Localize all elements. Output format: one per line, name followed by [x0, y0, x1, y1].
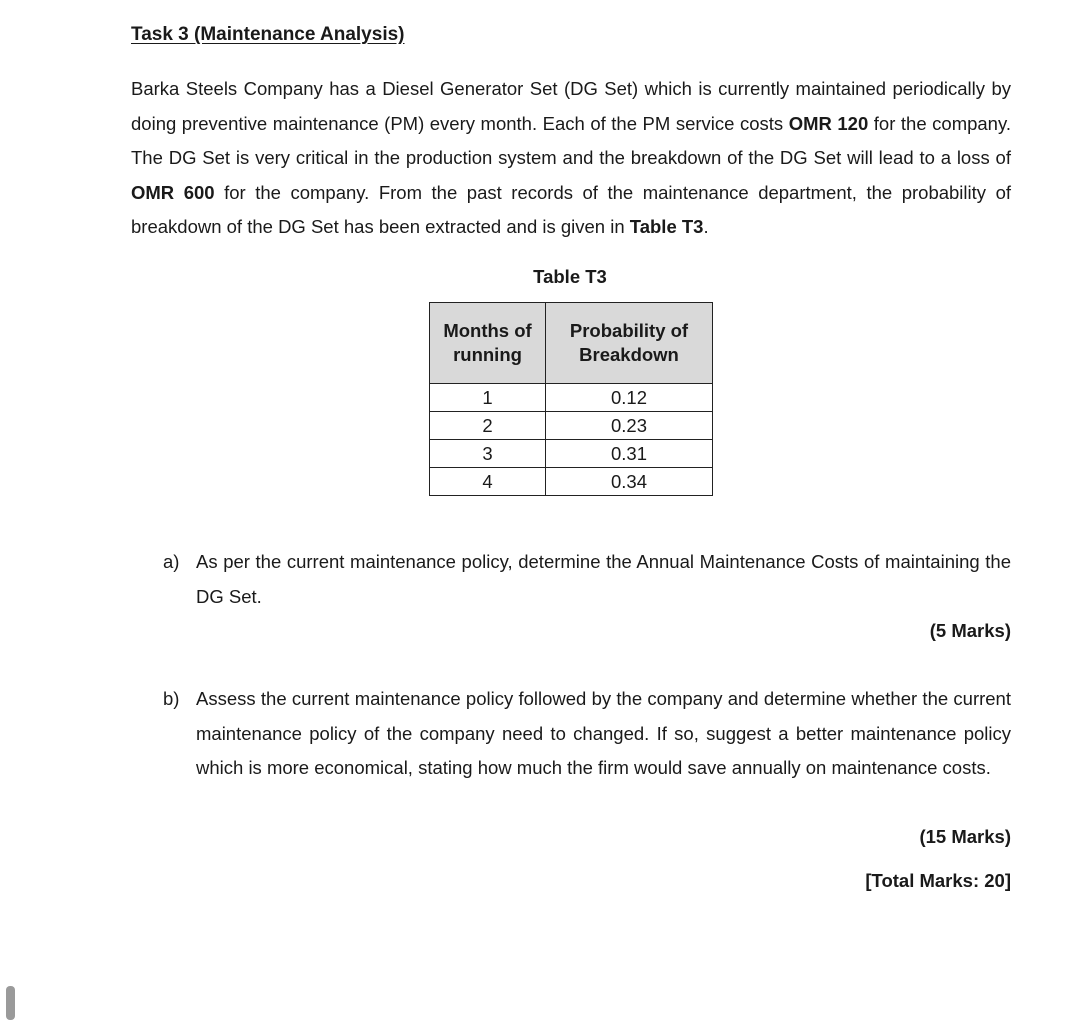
intro-text-1: Barka Steels Company has a Diesel Generator Set (DG Set) which is currently maintained periodically by doing preventive maintenance (PM) every month. Each of the PM service costs [131, 78, 1011, 134]
header-probability-of-breakdown: Probability of Breakdown [546, 303, 713, 384]
question-a-label: a) [163, 551, 180, 572]
question-b-marks: (15 Marks) [919, 826, 1011, 847]
table-header-row [430, 303, 713, 384]
intro-text-4: . [703, 216, 709, 238]
cell-month: 1 [430, 384, 546, 412]
task-title: Task 3 (Maintenance Analysis) [131, 24, 405, 45]
question-a-text: As per the current maintenance policy, determine the Annual Maintenance Costs of maintaining the DG Set. [196, 551, 1011, 607]
table-row [430, 440, 713, 468]
probability-table [429, 302, 713, 496]
intro-bold-breakdown-loss: OMR 600 [131, 181, 215, 203]
table-row [430, 468, 713, 496]
total-marks: [Total Marks: 20] [865, 870, 1011, 891]
table-row [430, 384, 713, 412]
intro-text-3: for the company. From the past records of the maintenance department, the probability of breakdown of the DG Set has been extracted and is given in [131, 181, 1011, 238]
scrollbar-thumb[interactable] [6, 986, 15, 1020]
table-caption: Table T3 [533, 266, 607, 287]
cell-probability: 0.34 [546, 468, 713, 496]
intro-text-2: for the company. The DG Set is very critical in the production system and the breakdown of the DG Set will lead to a loss of [131, 112, 1011, 169]
cell-probability: 0.12 [546, 384, 713, 412]
cell-month: 2 [430, 412, 546, 440]
question-b-label: b) [163, 688, 180, 709]
cell-probability: 0.31 [546, 440, 713, 468]
intro-bold-pm-cost: OMR 120 [788, 112, 869, 134]
header-months-of-running: Months of running [430, 303, 546, 384]
intro-bold-table-ref: Table T3 [629, 216, 704, 238]
cell-month: 4 [430, 468, 546, 496]
cell-probability: 0.23 [546, 412, 713, 440]
question-b-text: Assess the current maintenance policy followed by the company and determine whether the current maintenance policy of the company need to changed. If so, suggest a better maintenance policy which is more economical, stating how much the firm would save annually on maintenance costs. [196, 688, 1011, 779]
cell-month: 3 [430, 440, 546, 468]
intro-paragraph [131, 72, 1011, 245]
table-row [430, 412, 713, 440]
question-a-marks: (5 Marks) [929, 620, 1011, 641]
